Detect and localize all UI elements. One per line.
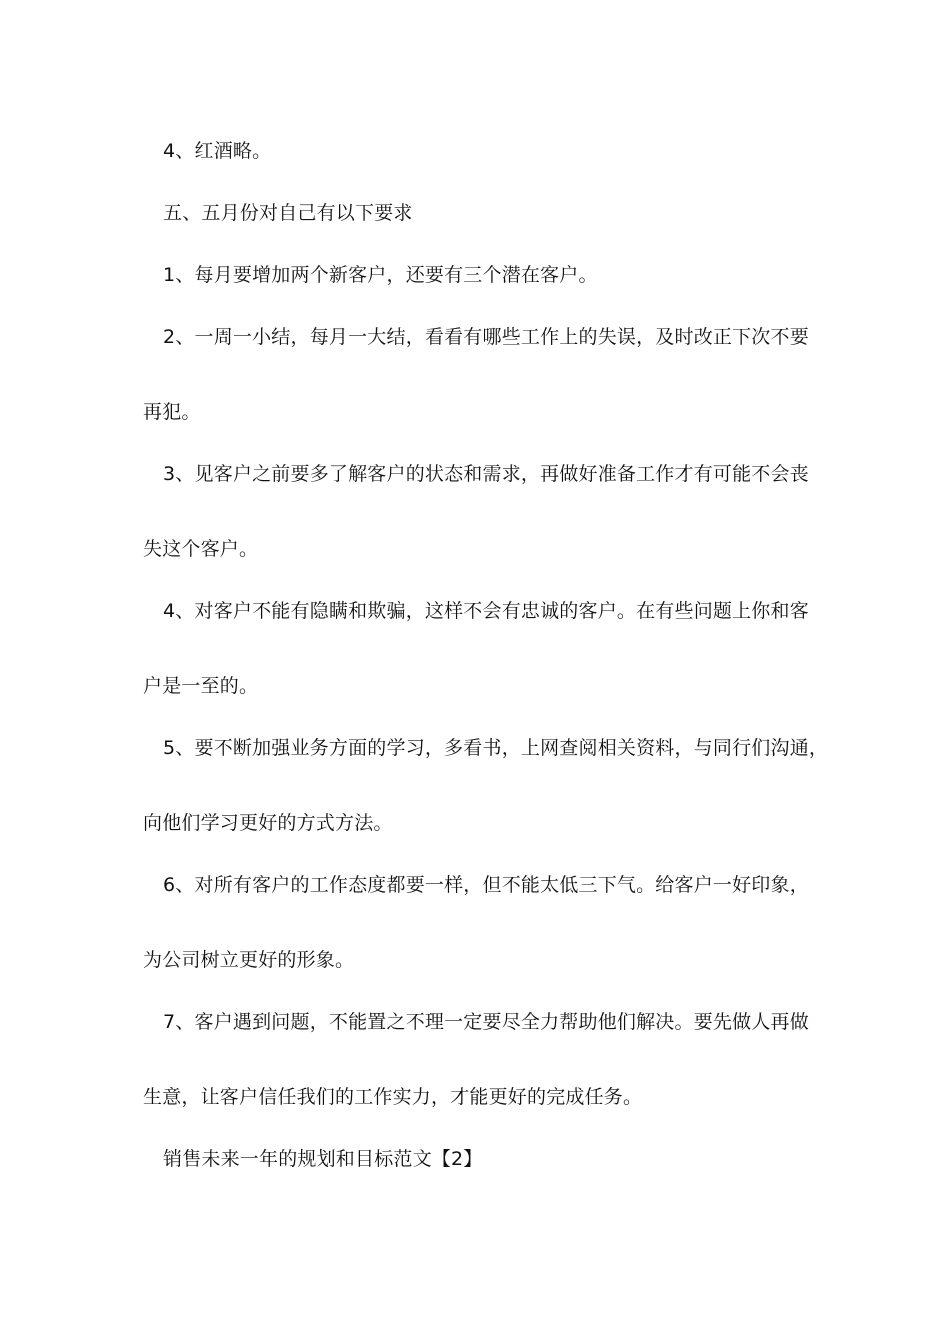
list-item-5-line-1: 5、要不断加强业务方面的学习，多看书，上网查阅相关资料，与同行们沟通， (163, 737, 829, 759)
list-item-6-line-1: 6、对所有客户的工作态度都要一样，但不能太低三下气。给客户一好印象， (163, 874, 809, 896)
list-item-4-line-1: 4、对客户不能有隐瞒和欺骗，这样不会有忠诚的客户。在有些问题上你和客 (163, 600, 809, 622)
list-item-6-line-2: 为公司树立更好的形象。 (143, 949, 355, 971)
list-item-2-line-1: 2、一周一小结，每月一大结，看看有哪些工作上的失误，及时改正下次不要 (163, 326, 809, 348)
list-item-4-line-2: 户是一至的。 (143, 675, 259, 697)
list-item-1: 1、每月要增加两个新客户，还要有三个潜在客户。 (163, 264, 598, 286)
list-item-7-line-2: 生意，让客户信任我们的工作实力，才能更好的完成任务。 (143, 1086, 643, 1108)
list-item-3-line-2: 失这个客户。 (143, 538, 259, 560)
paragraph-red-wine: 4、红酒略。 (163, 140, 272, 162)
section-heading-may: 五、五月份对自己有以下要求 (163, 202, 413, 224)
list-item-5-line-2: 向他们学习更好的方式方法。 (143, 812, 393, 834)
next-article-title: 销售未来一年的规划和目标范文【2】 (163, 1148, 483, 1170)
list-item-7-line-1: 7、客户遇到问题，不能置之不理一定要尽全力帮助他们解决。要先做人再做 (163, 1011, 809, 1033)
list-item-3-line-1: 3、见客户之前要多了解客户的状态和需求，再做好准备工作才有可能不会丧 (163, 463, 809, 485)
list-item-2-line-2: 再犯。 (143, 401, 201, 423)
